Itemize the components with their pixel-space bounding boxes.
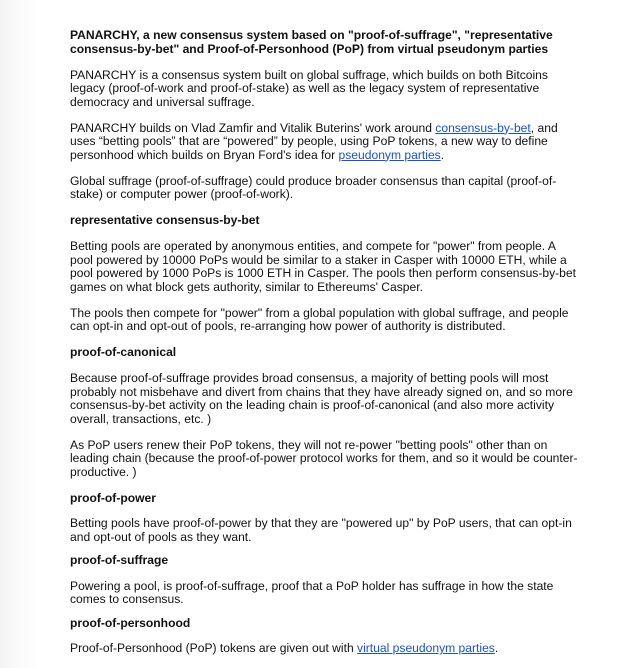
personhood-paragraph <box>70 642 580 656</box>
builds-on-text-2: , and uses “betting pools” that are “powered” by people, using PoP tokens, a new way to define personhood which builds on Bryan Ford's idea for <box>70 120 558 162</box>
heading-proof-of-power: proof-of-power <box>70 490 156 505</box>
document-title: PANARCHY, a new consensus system based on "proof-of-suffrage", "representative consensus-by-bet" and Proof-of-Personhood (PoP) from virtual pseudonym parties <box>70 28 553 56</box>
virtual-pseudonym-parties-link[interactable]: virtual pseudonym parties <box>357 641 495 655</box>
canonical-paragraph-2: As PoP users renew their PoP tokens, they will not re-power "betting pools" other than on leading chain (because the proof-of-power protocol works for them, and so it would be counter-productive. ) <box>70 437 578 479</box>
representative-paragraph-2: The pools then compete for "power" from a global population with global suffrage, and people can opt-in and opt-out of pools, re-arranging how power of authority is distributed. <box>70 305 569 333</box>
builds-on-text-1: PANARCHY builds on Vlad Zamfir and Vitalik Buterins' work around <box>70 120 436 135</box>
suffrage-paragraph: Powering a pool, is proof-of-suffrage, proof that a PoP holder has suffrage in how the state comes to consensus. <box>70 578 554 606</box>
builds-on-text-3: . <box>440 147 445 162</box>
heading-proof-of-canonical: proof-of-canonical <box>70 345 177 359</box>
representative-paragraph-1: Betting pools are operated by anonymous entities, and compete for "power" from people. A pool powered by 10000 PoPs would be similar to a staker in Casper with 10000 ETH, while a pool powered by 1000 PoPs is 1000 ETH in Casper. The pools then perform consensus-by-bet games on what block gets authority, similar to Ethereums' Casper. <box>70 239 576 294</box>
personhood-text-end: . <box>494 641 499 655</box>
personhood-text: Proof-of-Personhood (PoP) tokens are given out with <box>70 641 358 655</box>
heading-representative-consensus-by-bet: representative consensus-by-bet <box>70 213 260 227</box>
power-paragraph: Betting pools have proof-of-power by that they are "powered up" by PoP users, that can opt-in and opt-out of pools as they want. <box>70 516 572 544</box>
document <box>70 29 580 668</box>
global-suffrage-paragraph: Global suffrage (proof-of-suffrage) could produce broader consensus than capital (proof-of-stake) or computer power (proof-of-work). <box>70 173 557 201</box>
intro-paragraph: PANARCHY is a consensus system built on global suffrage, which builds on both Bitcoins legacy (proof-of-work and proof-of-stake) as well as the legacy system of representative democracy and universal suffrage. <box>70 67 548 109</box>
builds-on-paragraph <box>70 122 580 163</box>
heading-proof-of-suffrage: proof-of-suffrage <box>70 553 169 567</box>
heading-proof-of-personhood: proof-of-personhood <box>70 615 191 630</box>
canonical-paragraph-1: Because proof-of-suffrage provides broad consensus, a majority of betting pools will most probably not misbehave and divert from chains that they have already signed on, and so more consensus-by-bet activity on the leading chain is proof-of-canonical (and also more activity overall, transactions, etc. ) <box>70 371 573 426</box>
consensus-by-bet-link[interactable]: consensus-by-bet <box>435 120 531 135</box>
pseudonym-parties-link[interactable]: pseudonym parties <box>338 147 441 162</box>
